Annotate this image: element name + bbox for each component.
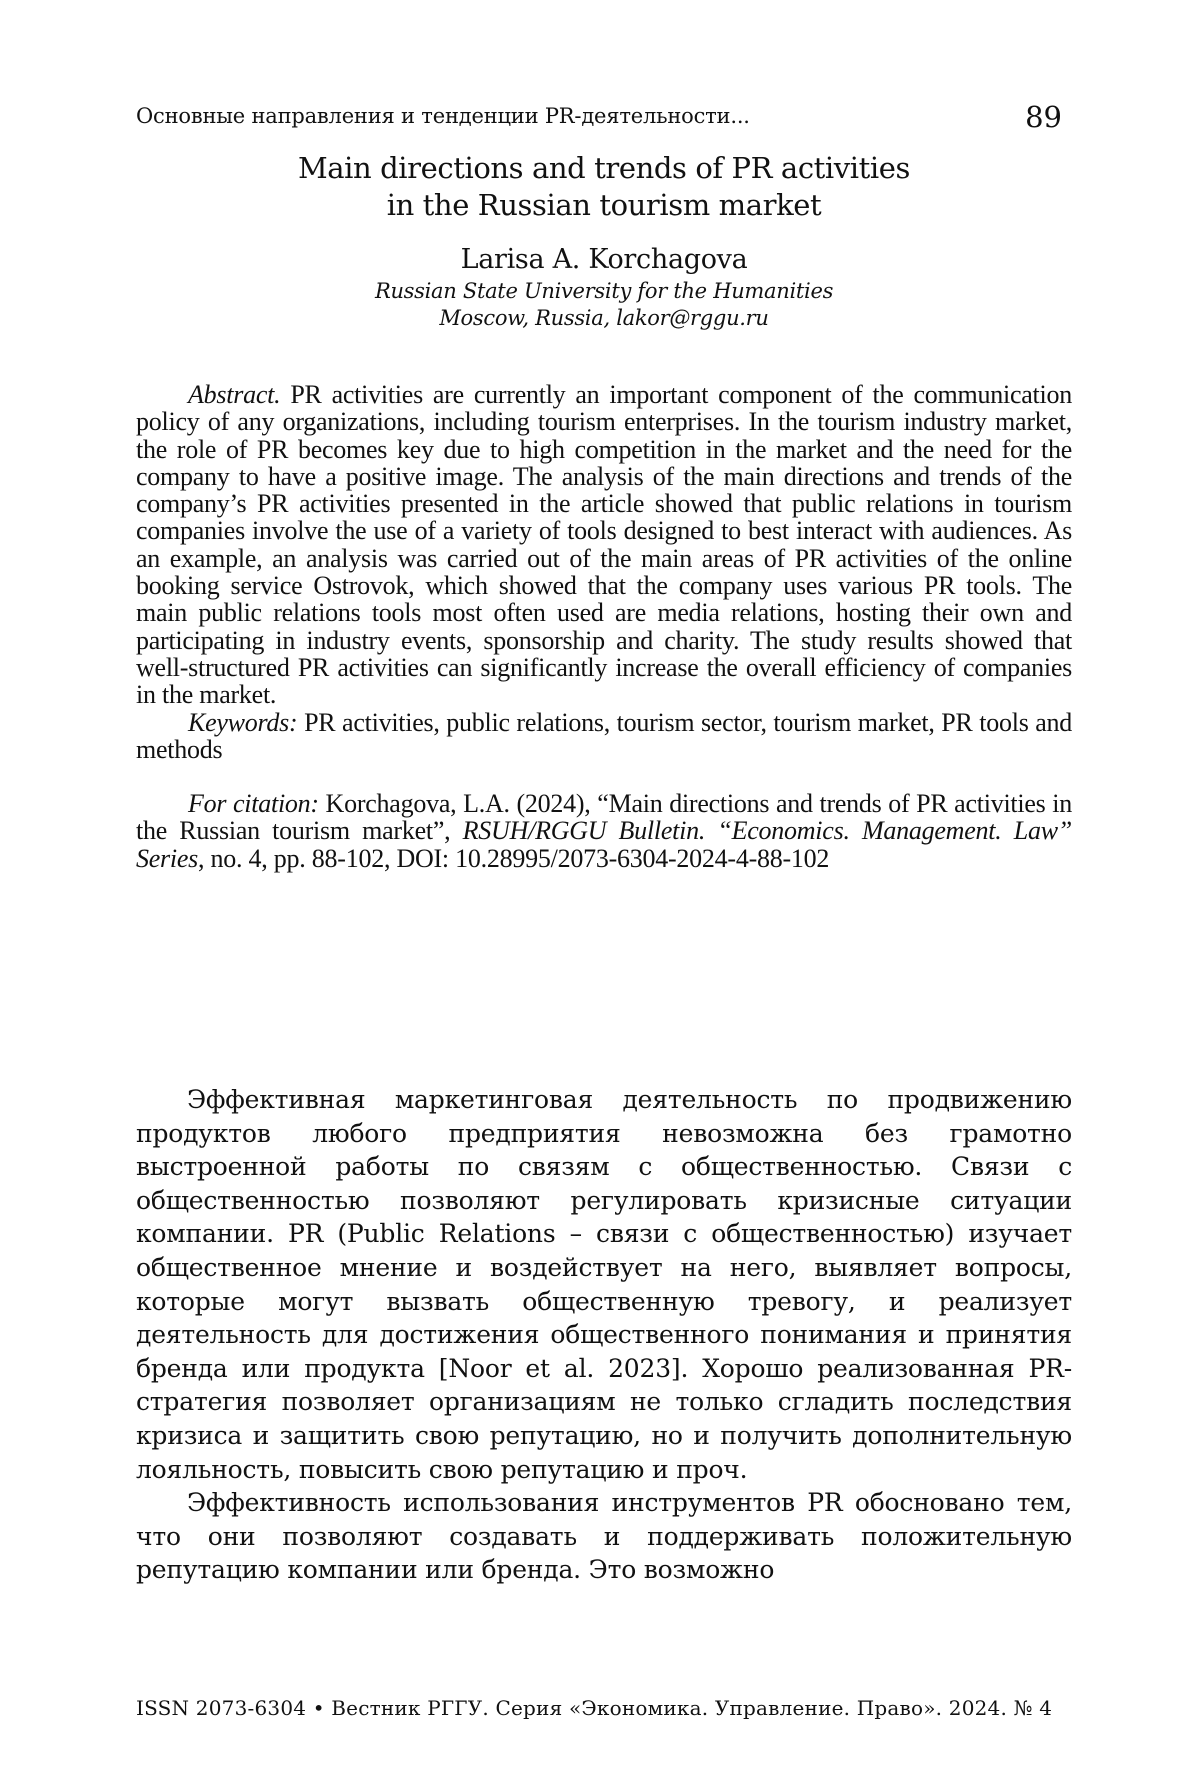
article-title [136, 150, 1072, 224]
abstract-paragraph [136, 381, 1072, 709]
citation-paragraph [136, 790, 1072, 872]
citation-label: For citation: [188, 789, 319, 818]
author-name: Larisa A. Korchagova [136, 242, 1072, 278]
keywords-label: Keywords: [188, 708, 297, 737]
page-number: 89 [1025, 100, 1062, 134]
article-title-line-1: Main directions and trends of PR activities [298, 151, 910, 185]
article-title-line-2: in the Russian tourism market [387, 188, 822, 222]
journal-page [136, 0, 1072, 1780]
citation-text-1: Korchagova, L.A. (2024), “Main directions and trends of PR activities in the Russian tourism market”, [136, 789, 1072, 845]
keywords-paragraph [136, 709, 1072, 764]
page-footer: ISSN 2073-6304 • Вестник РГГУ. Серия «Экономика. Управление. Право». 2024. № 4 [136, 1696, 1072, 1720]
abstract-text: PR activities are currently an important component of the communication policy of any organizations, including tourism enterprises. In the tourism industry market, the role of PR becomes key due to high competition in the market and the need for the company to have a positive image. The analysis of the main directions and trends of the company’s PR activities presented in the article showed that public relations in tourism companies involve the use of a variety of tools designed to best interact with audiences. As an example, an analysis was carried out of the main areas of PR activities of the online booking service Ostrovok, which showed that the company uses various PR tools. The main public relations tools most often used are media relations, hosting their own and participating in industry events, sponsorship and charity. The study results showed that well-structured PR activities can significantly increase the overall efficiency of companies in the market. [136, 380, 1072, 709]
running-head [136, 100, 1072, 134]
abstract-label: Abstract. [188, 380, 280, 409]
author-location-email: Moscow, Russia, lakor@rggu.ru [136, 305, 1072, 332]
keywords-text: PR activities, public relations, tourism sector, tourism market, PR tools and methods [136, 708, 1072, 764]
abstract-section [136, 381, 1072, 872]
running-title: Основные направления и тенденции PR-деятельности... [136, 104, 750, 128]
citation-text-2: , no. 4, pp. 88-102, DOI: 10.28995/2073-6304-2024-4-88-102 [198, 844, 829, 873]
title-block [136, 150, 1072, 332]
author-affiliation: Russian State University for the Humanities [136, 278, 1072, 305]
body-text [136, 1083, 1072, 1587]
body-paragraph-2: Эффективность использования инструментов PR обосновано тем, что они позволяют создавать и поддерживать положительную репутацию компании или бренда. Это возможно [136, 1486, 1072, 1587]
body-paragraph-1: Эффективная маркетинговая деятельность по продвижению продуктов любого предприятия невозможна без грамотно выстроенной работы по связям с общественностью. Связи с общественностью позволяют регулировать кризисные ситуации компании. PR (Public Relations – связи с общественностью) изучает общественное мнение и воздействует на него, выявляет вопросы, которые могут вызвать общественную тревогу, и реализует деятельность для достижения общественного понимания и принятия бренда или продукта [Noor et al. 2023]. Хорошо реализованная PR-стратегия позволяет организациям не только сгладить последствия кризиса и защитить свою репутацию, но и получить дополнительную лояльность, повысить свою репутацию и проч. [136, 1083, 1072, 1486]
citation-journal: RSUH/RGGU Bulletin. “Economics. Management. Law” Series [136, 816, 1072, 872]
